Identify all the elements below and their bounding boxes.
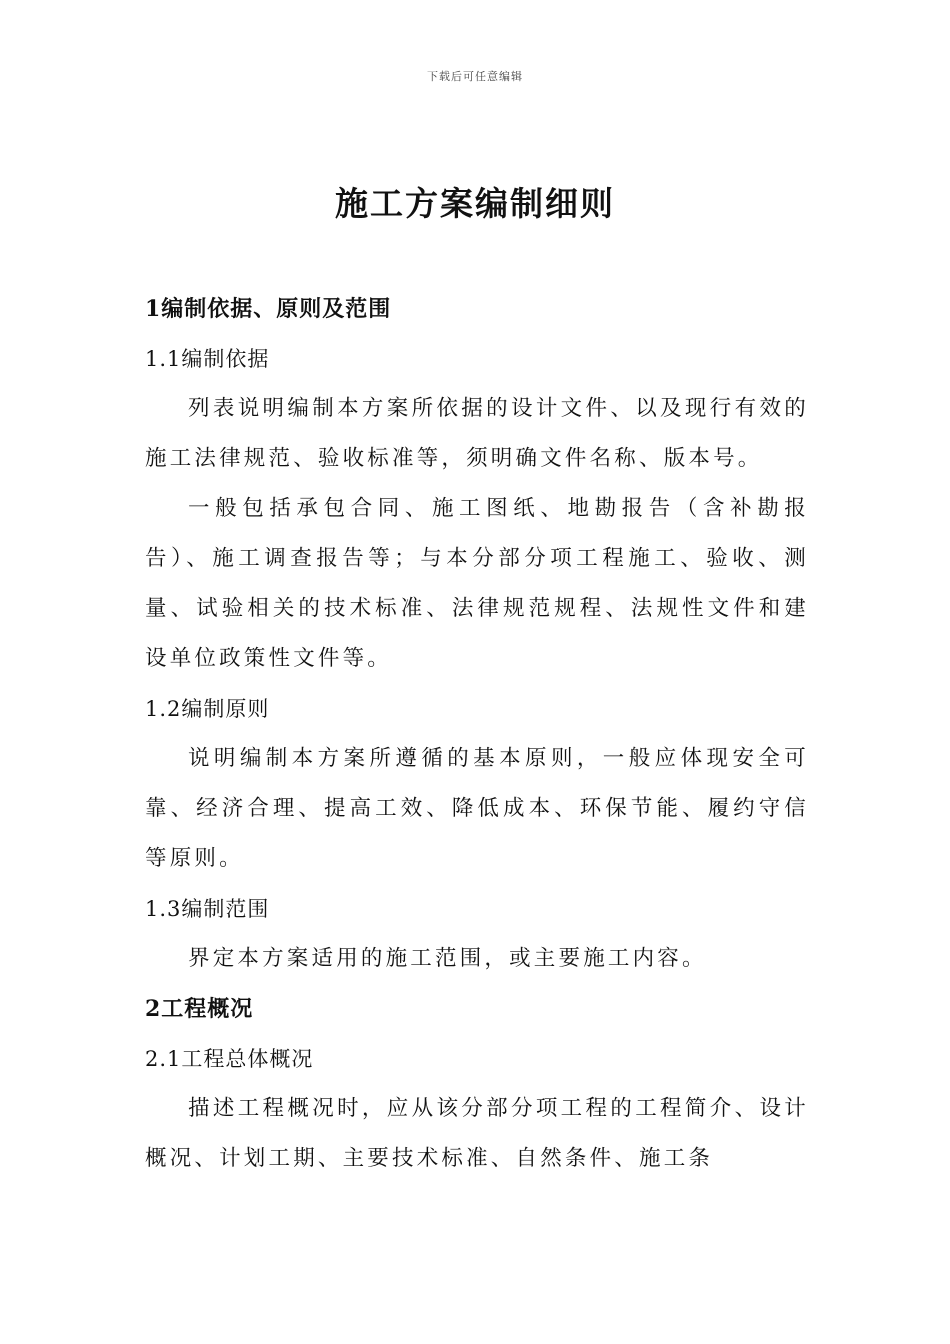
section-2-1-heading: 2.1工程总体概况 <box>145 1047 314 1071</box>
section-1-2-heading: 1.2编制原则 <box>145 697 270 721</box>
section-2-1-paragraph-1: 描述工程概况时，应从该分部分项工程的工程简介、设计概况、计划工期、主要技术标准、自然条件、施工条 <box>145 1096 809 1171</box>
document-body <box>145 284 809 1184</box>
section-1-3-paragraph-1: 界定本方案适用的施工范围，或主要施工内容。 <box>188 946 707 971</box>
section-2-heading: 2工程概况 <box>145 996 254 1022</box>
section-1-2-paragraph-1: 说明编制本方案所遵循的基本原则，一般应体现安全可靠、经济合理、提高工效、降低成本、环保节能、履约守信等原则。 <box>145 746 809 871</box>
document-title: 施工方案编制细则 <box>335 184 615 223</box>
section-1-1-paragraph-1: 列表说明编制本方案所依据的设计文件、以及现行有效的施工法律规范、验收标准等，须明确文件名称、版本号。 <box>145 396 809 471</box>
section-1-heading: 1编制依据、原则及范围 <box>145 296 392 322</box>
header-note: 下载后可任意编辑 <box>427 70 523 83</box>
section-1-1-paragraph-2: 一般包括承包合同、施工图纸、地勘报告（含补勘报告）、施工调查报告等；与本分部分项工程施工、验收、测量、试验相关的技术标准、法律规范规程、法规性文件和建设单位政策性文件等。 <box>145 496 809 671</box>
section-1-1-heading: 1.1编制依据 <box>145 347 270 371</box>
section-1-3-heading: 1.3编制范围 <box>145 897 270 921</box>
